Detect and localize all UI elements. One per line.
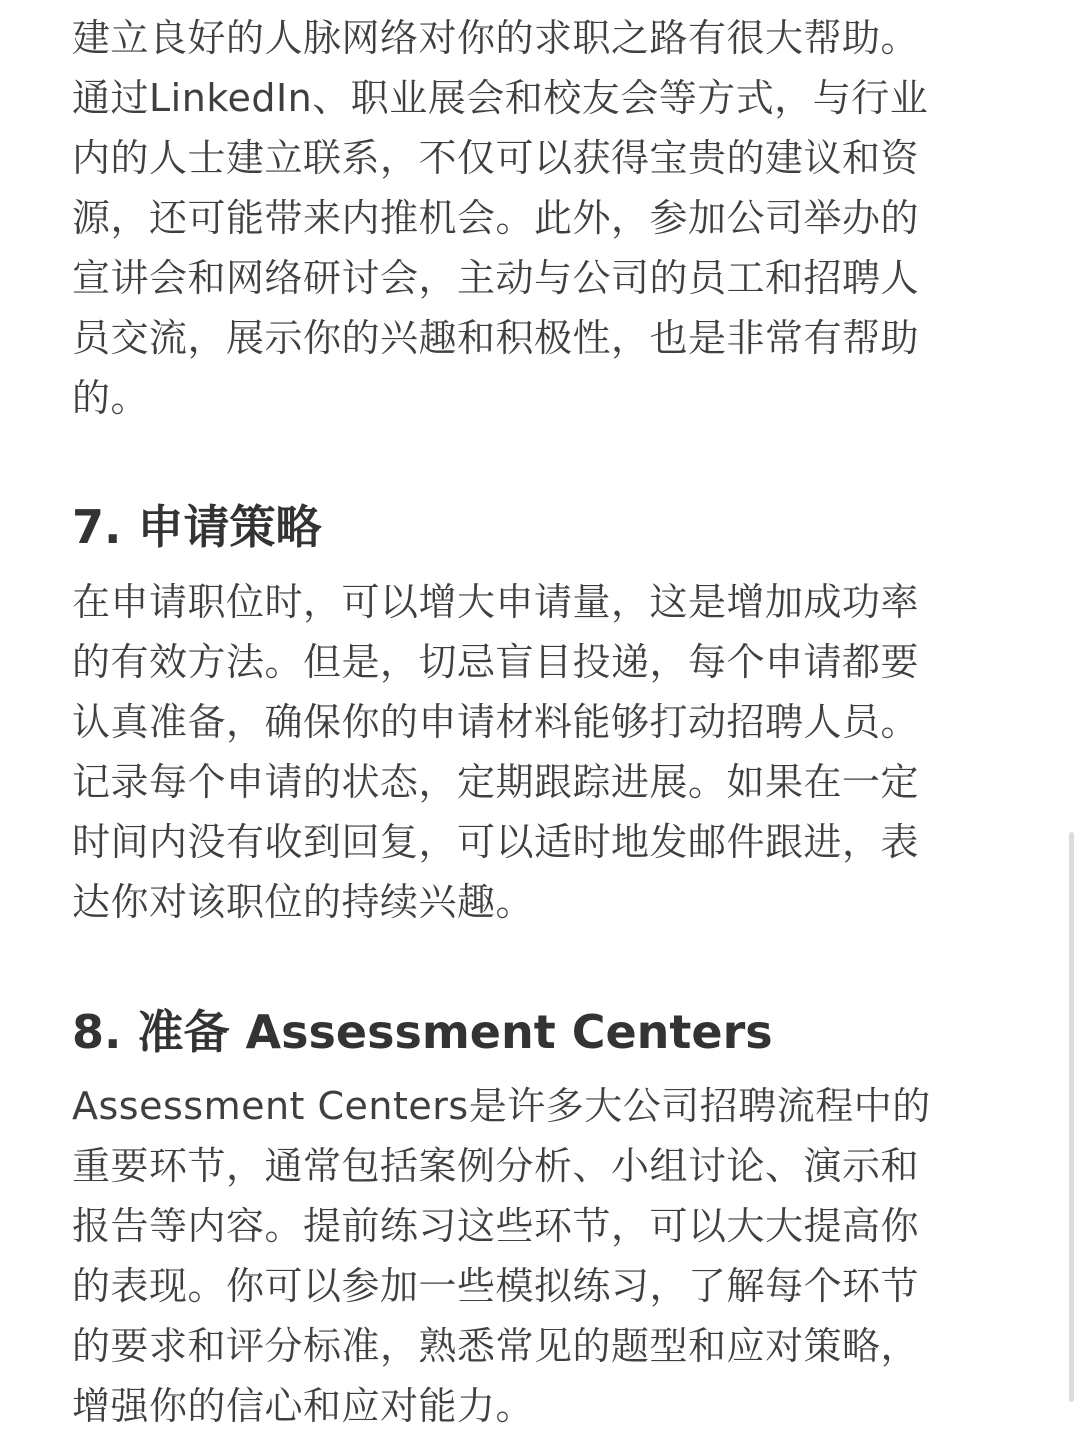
paragraph-networking: 建立良好的人脉网络对你的求职之路有很大帮助。 通过LinkedIn、职业展会和校友会等方式，与行业 内的人士建立联系，不仅可以获得宝贵的建议和资 源，还可能带来内推机会。此外，参加公司举办的 宣讲会和网络研讨会，主动与公司的员工和招聘人 员交流，展示你的兴趣和积极性，也是非常有帮助 的。	[72, 16, 929, 420]
vertical-scrollbar[interactable]	[1069, 832, 1074, 1402]
section-heading-application-strategy: 7. 申请策略	[72, 500, 322, 554]
paragraph-assessment-centers: Assessment Centers是许多大公司招聘流程中的 重要环节，通常包括案例分析、小组讨论、演示和 报告等内容。提前练习这些环节，可以大大提高你 的表现。你可以参加一些模拟练习，了解每个环节 的要求和评分标准，熟悉常见的题型和应对策略， 增强你的信心和应对能力。	[72, 1084, 931, 1428]
section-heading-assessment-centers: 8. 准备 Assessment Centers	[72, 1005, 773, 1059]
paragraph-application-strategy: 在申请职位时，可以增大申请量，这是增加成功率 的有效方法。但是，切忌盲目投递，每个申请都要 认真准备，确保你的申请材料能够打动招聘人员。 记录每个申请的状态，定期跟踪进展。如果在一定 时间内没有收到回复，可以适时地发邮件跟进，表 达你对该职位的持续兴趣。	[72, 580, 920, 924]
